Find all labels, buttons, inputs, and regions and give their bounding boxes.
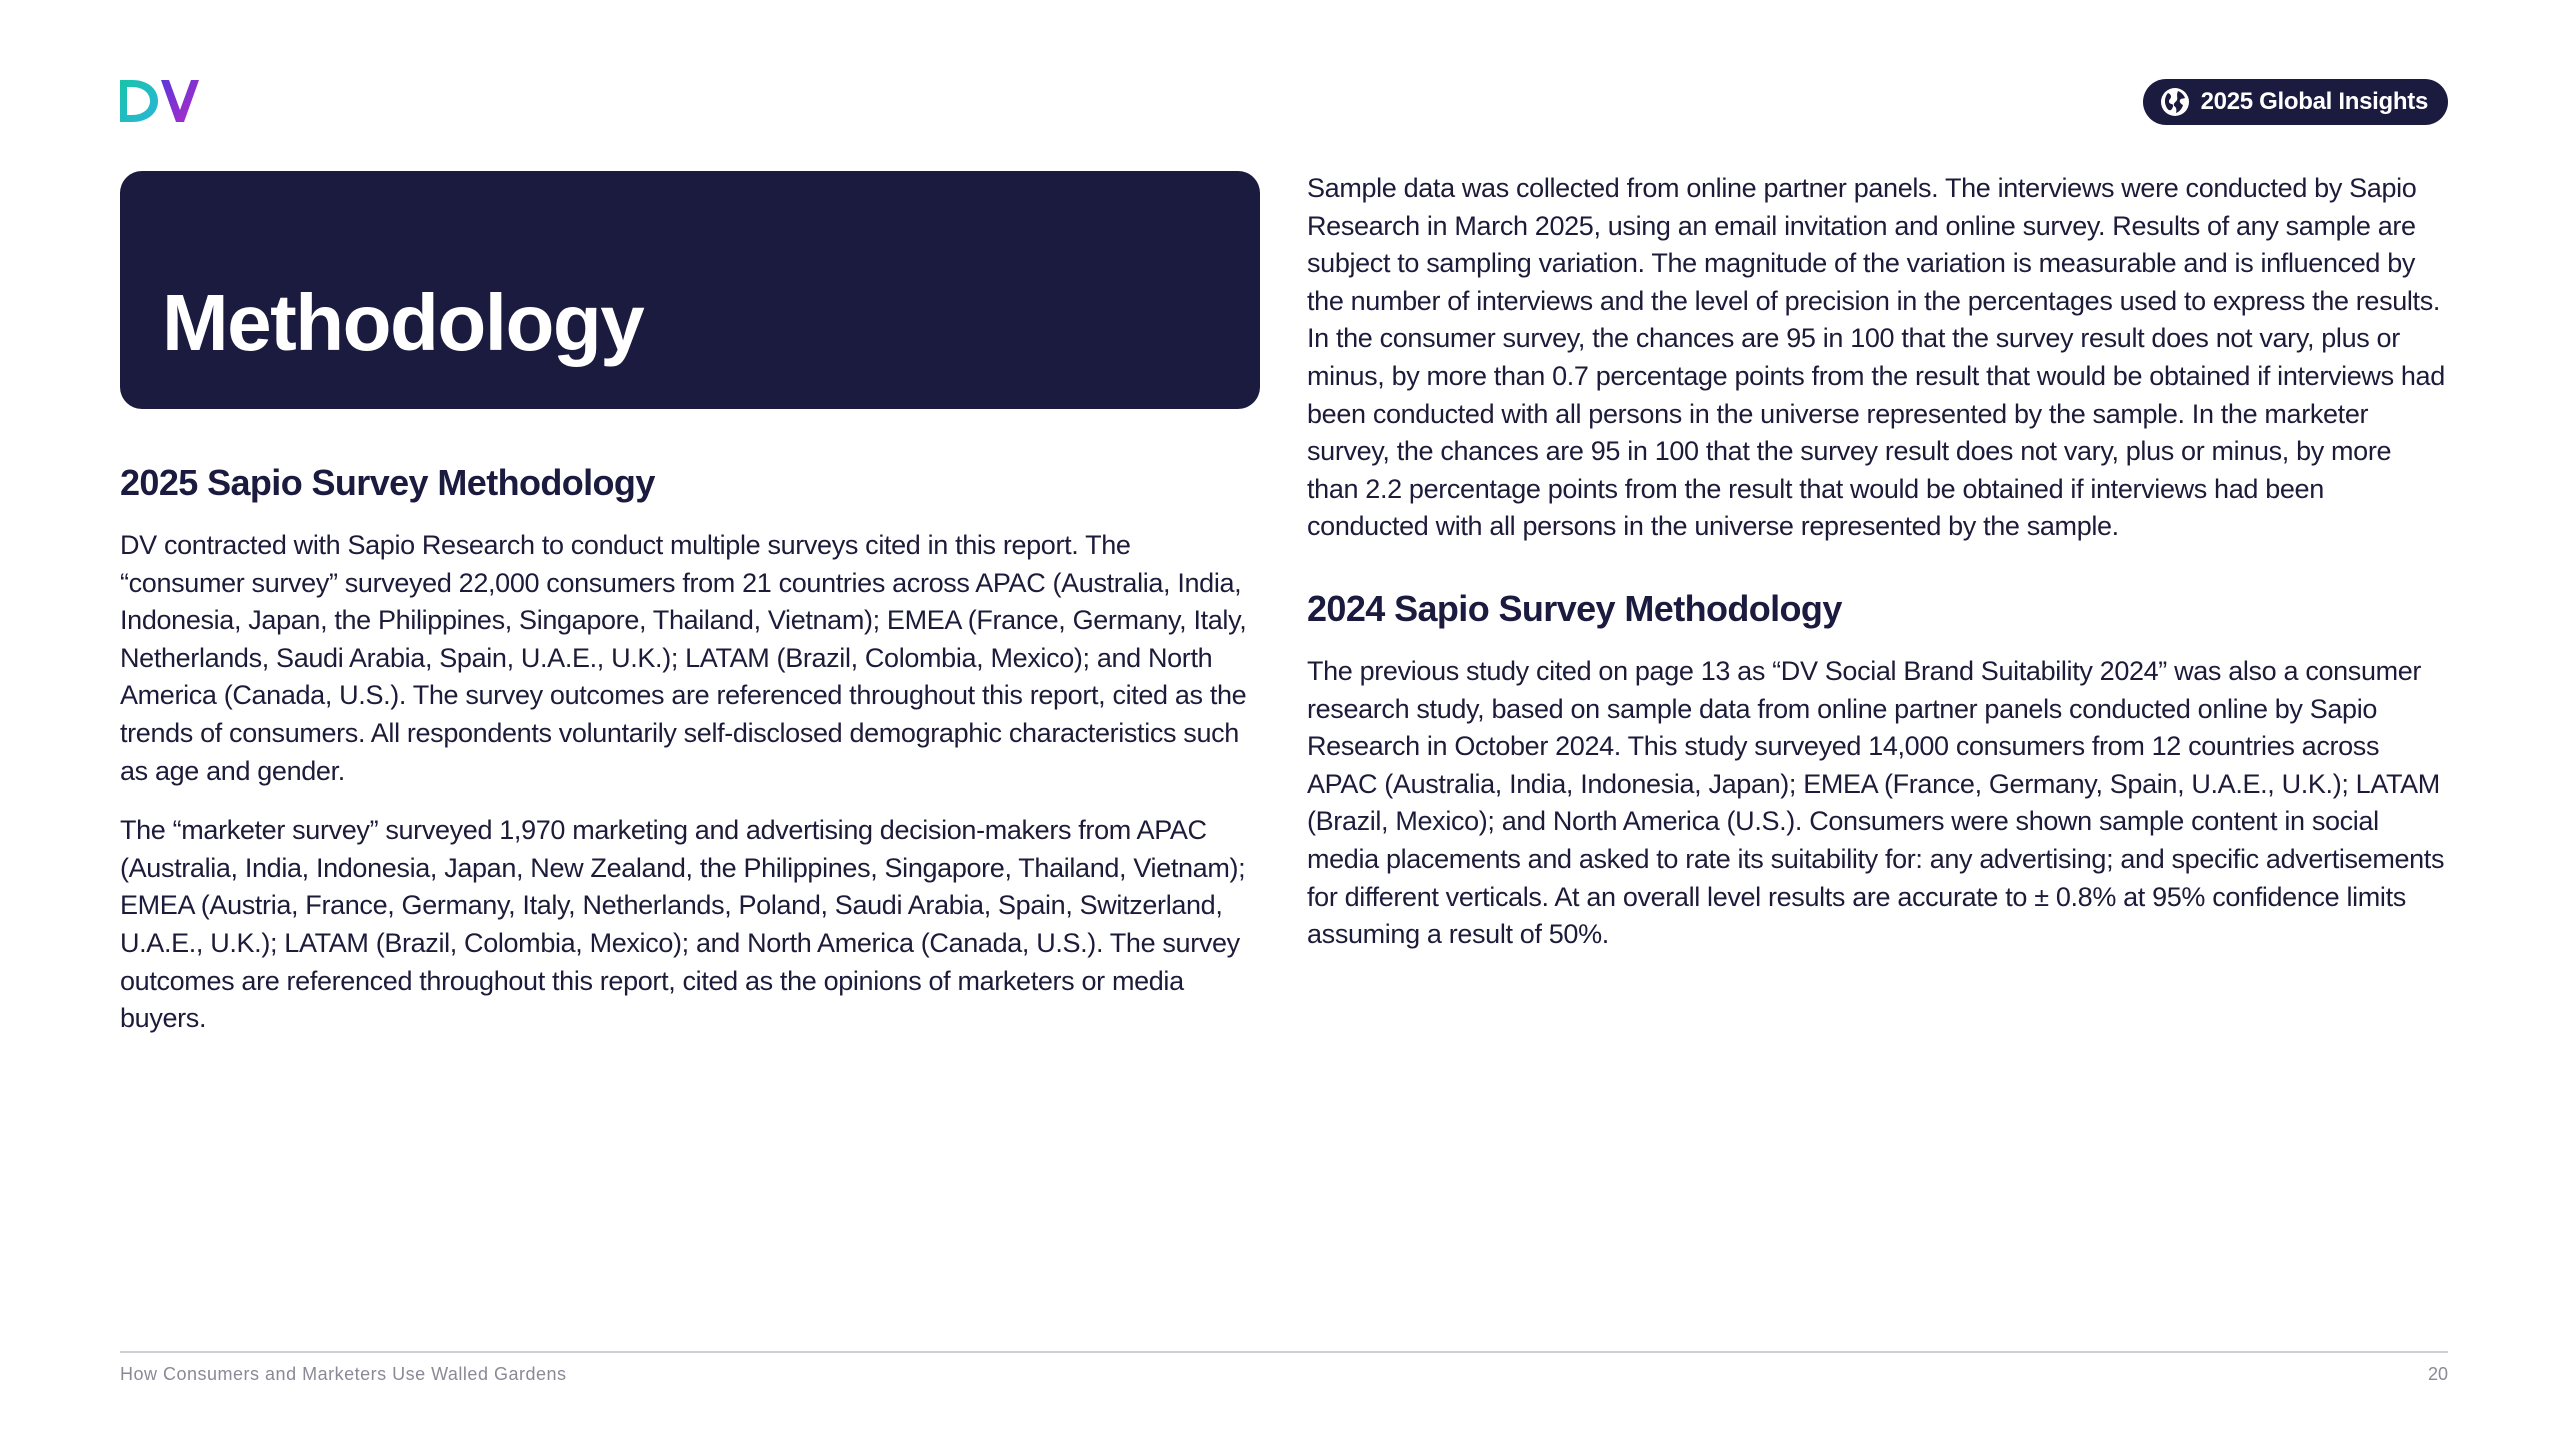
section-2025-paragraph-2: The “marketer survey” surveyed 1,970 marketing and advertising decision-makers from APAC (Australia, India, Indonesia, Japan, New Zealand, the Philippines, Singapore, Thailand, Vietnam); EMEA (Austria, France, Germany, Italy, Netherlands, Poland, Saudi Arabia, Spain, Switzerland, U.A.E., U.K.); LATAM (Brazil, Colombia, Mexico); and North America (Canada, U.S.). The survey outcomes are referenced throughout this report, cited as the opinions of marketers or media buyers. xyxy=(120,815,1246,1034)
section-2024-heading: 2024 Sapio Survey Methodology xyxy=(1307,587,1842,629)
footer-divider xyxy=(120,1351,2448,1353)
section-2024-paragraph-1: The previous study cited on page 13 as “DV Social Brand Suitability 2024” was also a consumer research study, based on sample data from online partner panels conducted online by Sapio Research in October 2024. This study surveyed 14,000 consumers from 12 countries across APAC (Australia, India, Indonesia, Japan); EMEA (France, Germany, Spain, U.A.E., U.K.); LATAM (Brazil, Mexico); and North America (U.S.). Consumers were shown sample content in social media placements and asked to rate its suitability for: any advertising; and specific advertisements for different verticals. At an overall level results are accurate to ± 0.8% at 95% confidence limits assuming a result of 50%. xyxy=(1307,655,2445,950)
dv-logo xyxy=(118,78,204,124)
page-number: 20 xyxy=(2427,1364,2448,1384)
badge-label: 2025 Global Insights xyxy=(2200,88,2428,115)
section-2025-heading: 2025 Sapio Survey Methodology xyxy=(120,462,655,503)
footer-report-title: How Consumers and Marketers Use Walled Gardens xyxy=(120,1364,567,1384)
section-2025-paragraph-3: Sample data was collected from online partner panels. The interviews were conducted by Sapio Research in March 2025, using an email invitation and online survey. Results of any sample are subject to sampling variation. The magnitude of the variation is measurable and is influenced by the number of interviews and the level of precision in the percentages used to express the results. In the consumer survey, the chances are 95 in 100 that the survey result does not vary, plus or minus, by more than 0.7 percentage points from the result that would be obtained if interviews had been conducted with all persons in the universe represented by the sample. In the marketer survey, the chances are 95 in 100 that the survey result does not vary, plus or minus, by more than 2.2 percentage points from the result that would be obtained if interviews had been conducted with all persons in the universe represented by the sample. xyxy=(1307,173,2445,542)
title-banner xyxy=(120,171,1260,409)
global-insights-badge xyxy=(2143,79,2448,125)
page-title: Methodology xyxy=(162,278,644,367)
globe-icon xyxy=(2159,86,2191,118)
section-2025-paragraph-1: DV contracted with Sapio Research to conduct multiple surveys cited in this report. The “consumer survey” surveyed 22,000 consumers from 21 countries across APAC (Australia, India, Indonesia, Japan, the Philippines, Singapore, Thailand, Vietnam); EMEA (France, Germany, Italy, Netherlands, Saudi Arabia, Spain, U.A.E., U.K.); LATAM (Brazil, Colombia, Mexico); and North America (Canada, U.S.). The survey outcomes are referenced throughout this report, cited as the trends of consumers. All respondents voluntarily self-disclosed demographic characteristics such as age and gender. xyxy=(120,530,1247,786)
right-column xyxy=(1307,170,2447,976)
left-column xyxy=(120,460,1260,1060)
